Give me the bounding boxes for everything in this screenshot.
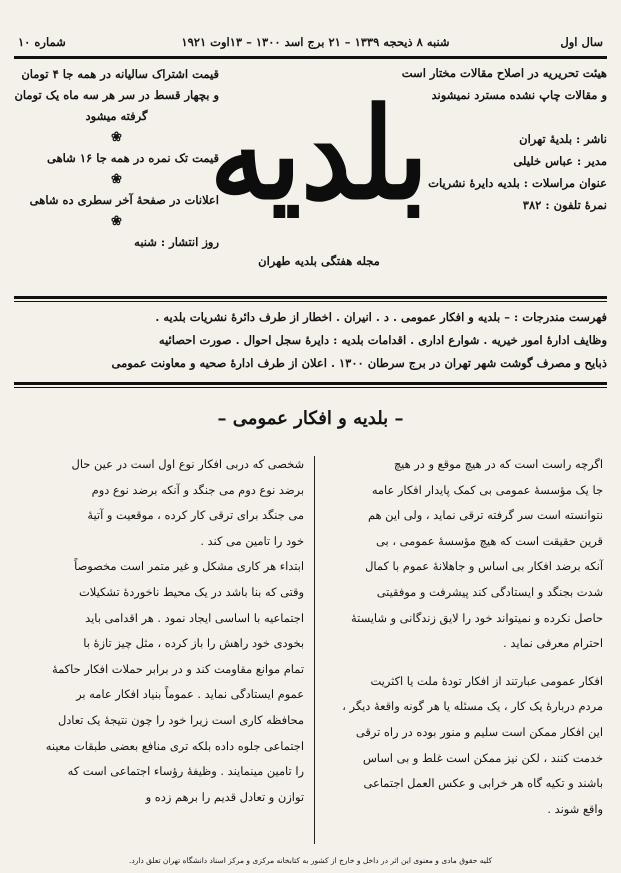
info-line: قیمت تک نمره در همه جا ۱۶ شاهی xyxy=(47,151,219,165)
text-line: تمام موانع مقاومت کند و در برابر حملات افکار حاکمهٔ xyxy=(51,661,304,676)
text-line: عموم ایستادگی نماید . عموماً بنیاد افکار عامه بر xyxy=(76,687,304,702)
masthead-info-left xyxy=(14,64,219,253)
text-line: اگرچه راست است که در هیچ موقع و در هیچ xyxy=(393,457,603,471)
text-line: قرین حقیقت است که هیچ مؤسسهٔ عمومی ، بی xyxy=(376,533,603,548)
text-line: را تامین مینمایند . وظیفهٔ رؤساء اجتماعی است که xyxy=(67,764,304,779)
masthead-rule-thin xyxy=(14,301,607,302)
newspaper-subtitle: مجله هفتگی بلدیه طهران xyxy=(258,254,380,268)
info-line: گرفته میشود xyxy=(85,109,148,123)
text-line: خود را تامین می کند . xyxy=(200,533,304,548)
masthead-rule xyxy=(14,296,607,299)
info-line: قیمت اشتراک سالیانه در همه جا ۴ تومان xyxy=(21,67,219,81)
article-column-left xyxy=(18,452,304,810)
date-line: شنبه ۸ ذیحجه ۱۳۳۹ – ۲۱ برج اسد ۱۳۰۰ – ۱۳اوت ۱۹۲۱ xyxy=(181,35,450,49)
newspaper-logo: بلدیه xyxy=(209,81,429,228)
text-line: بخودی خود راهش را باز کرده ، مثل چیز تازهٔ با xyxy=(83,636,304,651)
text-line: توازن و تعادل قدیم را برهم زده و xyxy=(145,789,304,804)
toc-rule-thin xyxy=(14,387,607,388)
text-line: واقع شوند . xyxy=(547,801,603,816)
text-line: اجتماعیه با اساسی ایجاد نمود . هر اقدامی باید xyxy=(85,610,304,625)
info-line: اعلانات در صفحهٔ آخر سطری ده شاهی xyxy=(29,193,219,207)
text-line: برضد نوع دوم می جنگد و آنکه برضد نوع دوم xyxy=(91,482,304,497)
text-line: این افکار ممکن است سلیم و منور بوده در راه ترقی xyxy=(355,724,603,739)
info-line: هیئت تحریریه در اصلاح مقالات مختار است xyxy=(401,66,607,80)
text-line: اجتماعی جلوه داده بلکه تری منافع بعضی طبقات معینه xyxy=(45,738,304,753)
info-line: ناشر : بلدیهٔ تهران xyxy=(519,132,607,146)
text-line: احترام معرفی نماید . xyxy=(503,636,603,651)
toc-rule xyxy=(14,382,607,385)
text-line: وقتی که بنا باشد در یک محیط ناخوردهٔ تشکیلات xyxy=(79,584,304,599)
article-title: – بلدیه و افکار عمومی – xyxy=(217,408,404,429)
toc-line: ذبایح و مصرف گوشت شهر تهران در برج سرطان ۱۳۰۰ . اعلان از طرف ادارهٔ صحیه و معاونت عمومی xyxy=(111,356,607,370)
text-line: شدت بجنگد و ایستادگی کند پیشرفت و موفقیتی xyxy=(376,584,603,599)
ornament-icon: ❀ xyxy=(111,172,122,187)
info-line: مدیر : عباس خلیلی xyxy=(513,154,607,168)
toc-line: وظایف ادارهٔ امور خیریه . شوارع اداری . اقدامات بلدیه : دایرهٔ سجل احوال . صورت احصائیه xyxy=(158,333,607,347)
toc-line: فهرست مندرجات : – بلدیه و افکار عمومی . د . انیران . اخطار از طرف دائرهٔ نشریات بلدیه . xyxy=(155,310,607,324)
text-line: جا یک مؤسسهٔ عمومی بی کمک پایدار افکار عامه xyxy=(371,482,603,497)
info-line: و مقالات چاپ نشده مسترد نمیشوند xyxy=(431,88,607,102)
column-divider xyxy=(314,456,315,844)
info-line: و بچهار قسط در سر هر سه ماه یک تومان xyxy=(14,88,219,102)
text-line: محافظه کاری است زیرا خود را چون نتیجهٔ یک تعادل xyxy=(57,712,304,727)
article-column-right xyxy=(317,452,603,822)
copyright-footer: کلیه حقوق مادی و معنوی این اثر در داخل و خارج از کشور به کتابخانه مرکزی و مرکز اسناد دانشگاه تهران تعلق دارد. xyxy=(128,856,493,865)
text-line: باشند و تکیه گاه هر خرابی و عکس العمل اجتماعی xyxy=(363,776,603,791)
article-body xyxy=(14,452,607,847)
text-line: نتوانسته است سر گرفته ترقی نماید ، ولی این هم xyxy=(367,508,603,523)
text-line: شخصی که دربی افکار نوع اول است در عین حال xyxy=(71,457,304,471)
info-line: عنوان مراسلات : بلدیه دایرهٔ نشریات xyxy=(428,176,607,190)
text-line: آنکه برضد افکار بی اساس و جاهلانهٔ عموم با کمال xyxy=(365,559,603,574)
text-line: حاصل نکرده و نمیتواند خود را لایق زندگانی و شایستهٔ xyxy=(351,610,603,625)
issue-number: شماره ۱۰ xyxy=(18,35,66,49)
text-line: خدمت کنند ، لکن نیز ممکن است غلط و بی اساس xyxy=(362,750,603,765)
masthead xyxy=(14,60,607,292)
info-line: روز انتشار : شنبه xyxy=(134,235,219,249)
text-line: ابتداء هر کاری مشکل و غیر متمر است مخصوصاً xyxy=(74,559,304,574)
masthead-info-right xyxy=(401,62,607,216)
ornament-icon: ❀ xyxy=(111,214,122,229)
volume-label: سال اول xyxy=(560,35,603,49)
info-line: نمرهٔ تلفون : ۳۸۲ xyxy=(522,198,607,212)
table-of-contents xyxy=(14,306,607,375)
ornament-icon: ❀ xyxy=(111,130,122,145)
text-line: مردم دربارهٔ یک کار ، یک مسئله یا هر گونه واقعهٔ دیگر ، xyxy=(342,699,603,714)
logo-block xyxy=(204,60,434,292)
text-line: می جنگد برای ترقی کار کرده ، موقعیت و آتیهٔ xyxy=(87,508,304,523)
text-line: افکار عمومی عبارتند از افکار تودهٔ ملت یا اکثریت xyxy=(370,673,603,688)
